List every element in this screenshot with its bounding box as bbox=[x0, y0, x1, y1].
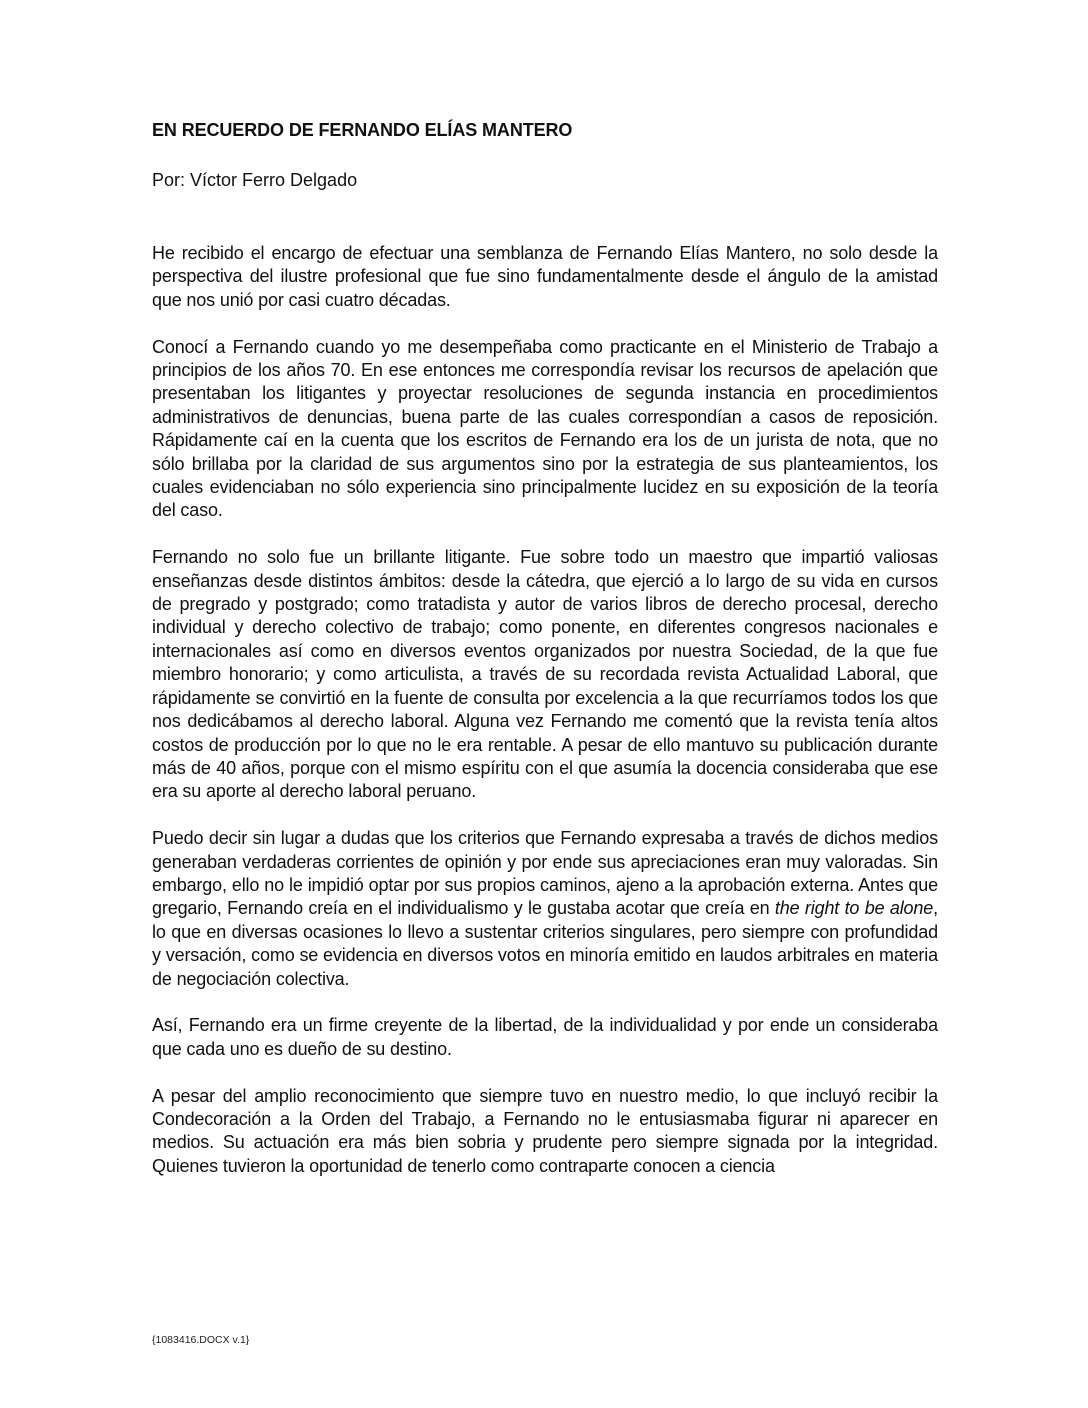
document-footer-id: {1083416.DOCX v.1} bbox=[152, 1334, 250, 1346]
paragraph-3: Fernando no solo fue un brillante litigante. Fue sobre todo un maestro que impartió valiosas enseñanzas desde distintos ámbitos: desde la cátedra, que ejerció a lo largo de su vida en cursos de pregrado y postgrado; como tratadista y autor de varios libros de derecho procesal, derecho individual y derecho colectivo de trabajo; como ponente, en diferentes congresos nacionales e internacionales así como en diversos eventos organizados por nuestra Sociedad, de la que fue miembro honorario; y como articulista, a través de su recordada revista Actualidad Laboral, que rápidamente se convirtió en la fuente de consulta por excelencia a la que recurríamos todos los que nos dedicábamos al derecho laboral. Alguna vez Fernando me comentó que la revista tenía altos costos de producción por lo que no le era rentable. A pesar de ello mantuvo su publicación durante más de 40 años, porque con el mismo espíritu con el que asumía la docencia consideraba que ese era su aporte al derecho laboral peruano. bbox=[152, 547, 938, 802]
paragraph-1: He recibido el encargo de efectuar una semblanza de Fernando Elías Mantero, no solo desde la perspectiva del ilustre profesional que fue sino fundamentalmente desde el ángulo de la amistad que nos unió por casi cuatro décadas. bbox=[152, 243, 938, 310]
paragraph-4-text-after: , lo que en diversas ocasiones lo llevo a sustentar criterios singulares, pero siempre con profundidad y versación, como se evidencia en diversos votos en minoría emitido en laudos arbitrales en materia de negociación colectiva. bbox=[152, 898, 939, 989]
paragraph-4 bbox=[152, 827, 938, 991]
document-body bbox=[152, 118, 938, 1202]
paragraph-4-text-before: Puedo decir sin lugar a dudas que los criterios que Fernando expresaba a través de dichos medios generaban verdaderas corrientes de opinión y por ende sus apreciaciones eran muy valoradas. Sin embargo, ello no le impidió optar por sus propios caminos, ajeno a la aprobación externa. Antes que gregario, Fernando creía en el individualismo y le gustaba acotar que creía en bbox=[152, 828, 938, 919]
paragraph-2: Conocí a Fernando cuando yo me desempeñaba como practicante en el Ministerio de Trabajo a principios de los años 70. En ese entonces me correspondía revisar los recursos de apelación que presentaban los litigantes y proyectar resoluciones de segunda instancia en procedimientos administrativos de denuncias, buena parte de las cuales correspondían a casos de reposición. Rápidamente caí en la cuenta que los escritos de Fernando era los de un jurista de nota, que no sólo brillaba por la claridad de sus argumentos sino por la estrategia de sus planteamientos, los cuales evidenciaban no sólo experiencia sino principalmente lucidez en su exposición de la teoría del caso. bbox=[152, 336, 938, 521]
paragraph-4-italic-phrase: the right to be alone bbox=[774, 898, 934, 919]
paragraph-5: Así, Fernando era un firme creyente de la libertad, de la individualidad y por ende un consideraba que cada uno es dueño de su destino. bbox=[152, 1015, 938, 1059]
document-title: EN RECUERDO DE FERNANDO ELÍAS MANTERO bbox=[152, 120, 573, 140]
paragraph-6: A pesar del amplio reconocimiento que siempre tuvo en nuestro medio, lo que incluyó recibir la Condecoración a la Orden del Trabajo, a Fernando no le entusiasmaba figurar ni aparecer en medios. Su actuación era más bien sobria y prudente pero siempre signada por la integridad. Quienes tuvieron la oportunidad de tenerlo como contraparte conocen a ciencia bbox=[152, 1085, 938, 1176]
document-byline: Por: Víctor Ferro Delgado bbox=[152, 170, 358, 190]
